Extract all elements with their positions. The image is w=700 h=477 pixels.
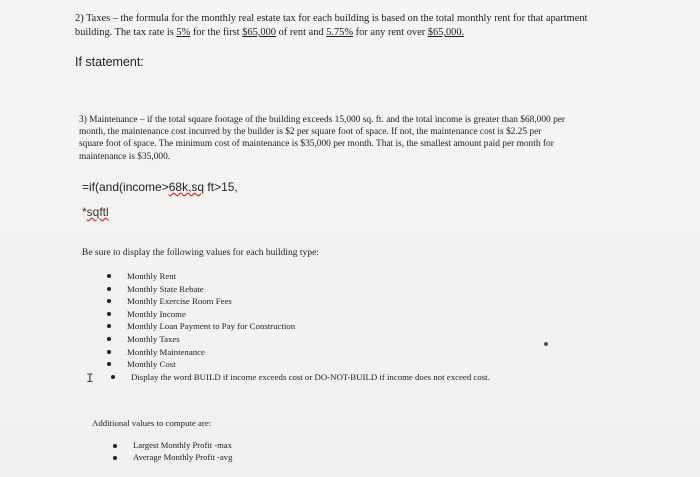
- additional-values-label: Additional values to compute are:: [92, 418, 212, 428]
- bullet-icon: [107, 350, 111, 354]
- maintenance-line-1: 3) Maintenance – if the total square footage of the building exceeds 15,000 sq. ft. and the total income is greater than $68,000 per: [79, 115, 566, 125]
- maintenance-line-4: maintenance is $35,000.: [79, 151, 171, 162]
- maintenance-line-3: square foot of space. The minimum cost of maintenance is $35,000 per month. That is, the smallest amount paid per month for: [79, 139, 554, 150]
- maintenance-formula-line-2[interactable]: *sqftl: [82, 205, 109, 219]
- bullet-icon: [107, 324, 111, 328]
- bullet-icon: [107, 274, 111, 278]
- rent-threshold-2: $65,000.: [427, 27, 465, 38]
- display-values-list: [127, 270, 490, 383]
- bullet-icon: [113, 456, 117, 460]
- bullet-icon: [107, 299, 111, 303]
- additional-values-list: [133, 440, 232, 463]
- bullet-icon: [107, 312, 111, 316]
- list-item: Monthly Taxes: [127, 333, 490, 346]
- list-item: Display the word BUILD if income exceeds cost or DO-NOT-BUILD if income does not exceed cost.: [131, 371, 490, 384]
- rent-threshold-1: $65,000: [242, 27, 276, 38]
- taxes-line-2: building. The tax rate is 5% for the first $65,000 of rent and 5.75% for any rent over $65,000.: [75, 27, 465, 38]
- maintenance-formula-line-1[interactable]: =if(and(income>68k,sq ft>15,: [82, 180, 238, 194]
- stray-dot-icon: [544, 342, 548, 346]
- maintenance-line-2: month, the maintenance cost incurred by the builder is $2 per square foot of space. If not, the maintenance cost is $2.25 per: [79, 127, 542, 138]
- display-values-intro: Be sure to display the following values for each building type:: [82, 248, 319, 258]
- bullet-icon: [107, 362, 111, 366]
- bullet-icon: [107, 287, 111, 291]
- list-item: Average Monthly Profit -avg: [133, 452, 232, 464]
- bullet-icon: [113, 444, 117, 448]
- list-item: Monthly Cost: [127, 358, 490, 371]
- list-item: Monthly Loan Payment to Pay for Construction: [127, 320, 490, 333]
- taxes-paragraph: [75, 12, 635, 40]
- misspelled-token: 68k,sq: [168, 180, 205, 194]
- list-item: Monthly Exercise Room Fees: [127, 295, 490, 308]
- list-item: Monthly State Rebate: [127, 283, 490, 296]
- list-item: Monthly Rent: [127, 270, 490, 283]
- tax-rate-1: 5%: [176, 27, 191, 38]
- if-statement-label: If statement:: [75, 55, 144, 69]
- list-item: Largest Monthly Profit -max: [133, 440, 232, 452]
- list-item: Monthly Income: [127, 308, 490, 321]
- bullet-icon: [111, 375, 115, 379]
- bullet-icon: [107, 337, 111, 341]
- list-item: Monthly Maintenance: [127, 346, 490, 359]
- text-cursor-icon: I: [86, 371, 94, 386]
- tax-rate-2: 5.75%: [326, 27, 354, 38]
- taxes-line-1: 2) Taxes – the formula for the monthly real estate tax for each building is based on the total monthly rent for that apartment: [75, 13, 588, 24]
- misspelled-sqft-token: sqftl: [86, 205, 109, 219]
- maintenance-paragraph: [79, 114, 659, 163]
